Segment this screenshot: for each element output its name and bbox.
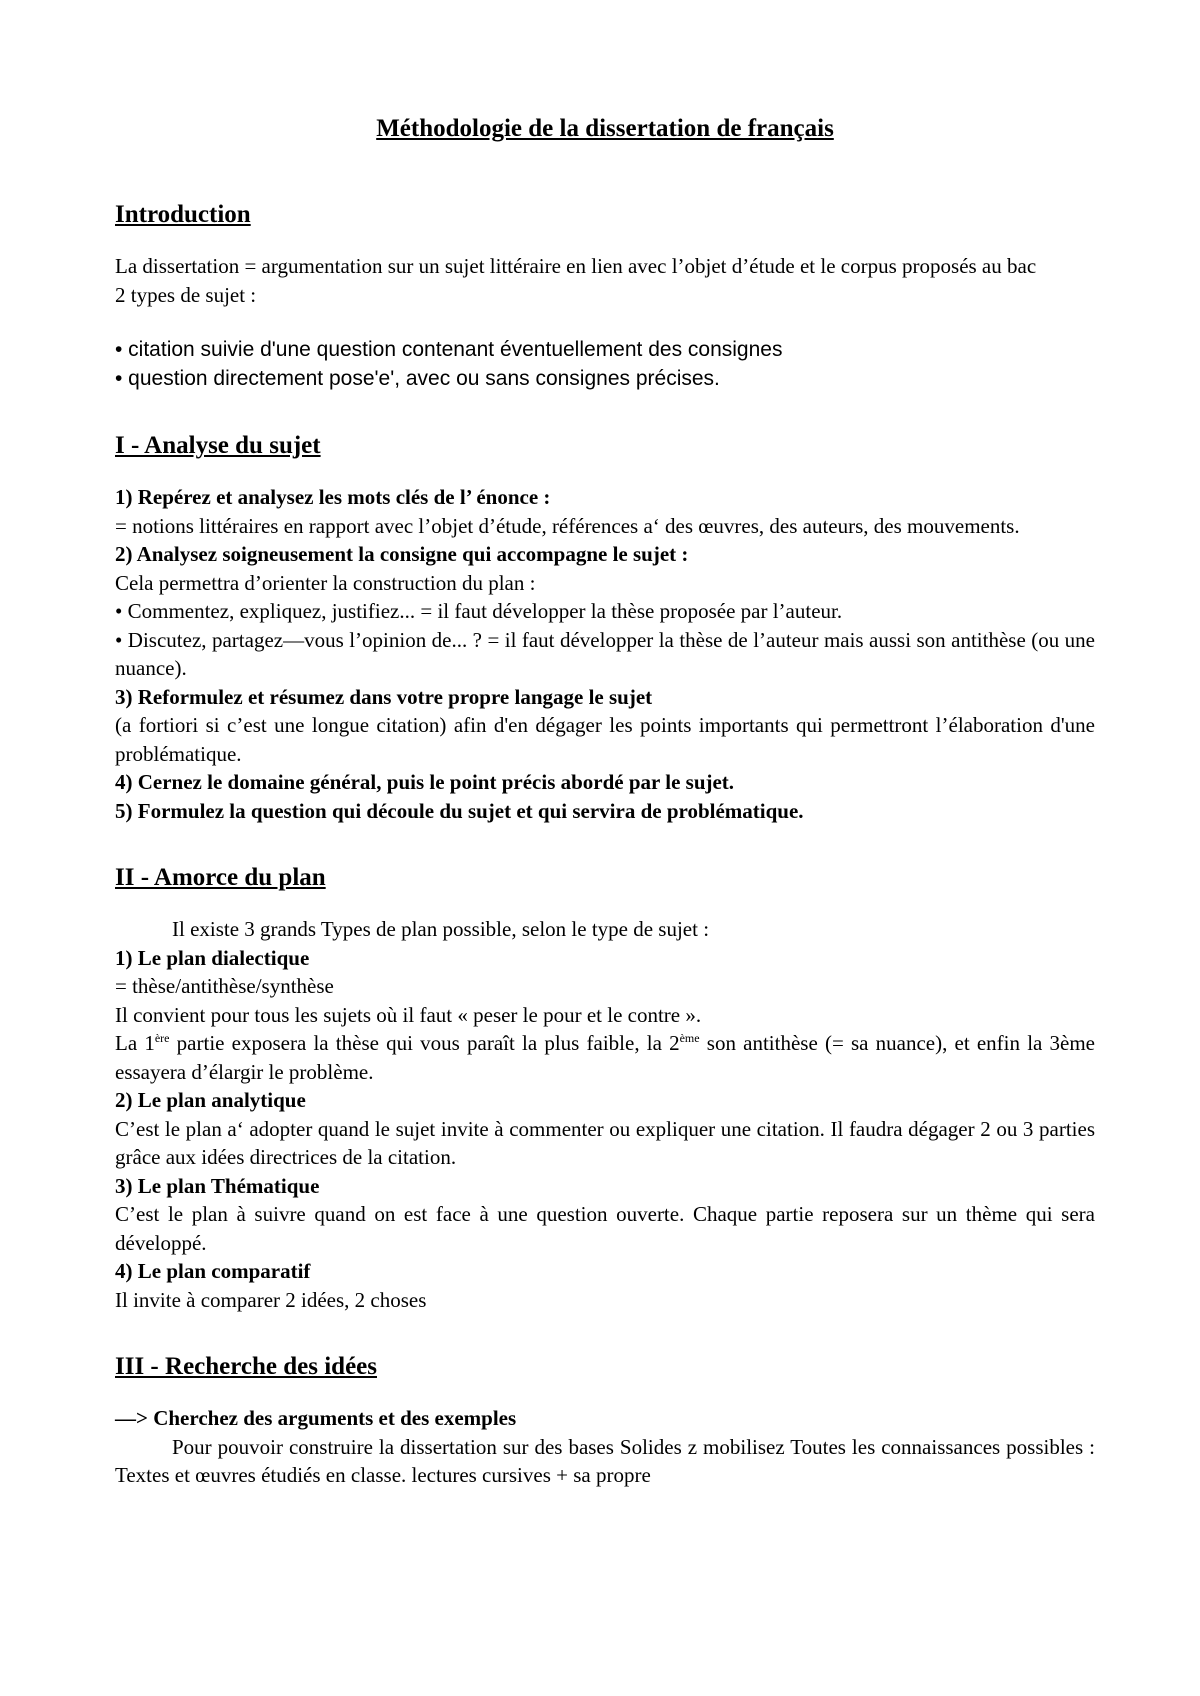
step-3-title: 3) Reformulez et résumez dans votre propre langage le sujet	[115, 684, 653, 709]
section-2-heading: II - Amorce du plan	[115, 864, 326, 891]
step-3-text: (a fortiori si c’est une longue citation) afin d'en dégager les points importants qui permettront l’élaboration d'une problématique.	[115, 713, 1095, 766]
superscript-eme: ème	[679, 1031, 700, 1045]
introduction-heading: Introduction	[115, 201, 251, 228]
introduction-bullet: • citation suivie d'une question contenant éventuellement des consignes	[115, 338, 783, 361]
plan-1-title: 1) Le plan dialectique	[115, 945, 310, 970]
step-1-title: 1) Repérez et analysez les mots clés de l’ énonce :	[115, 485, 551, 509]
section-2-intro: Il existe 3 grands Types de plan possible, selon le type de sujet :	[172, 917, 710, 941]
plan-3-title: 3) Le plan Thématique	[115, 1173, 320, 1198]
step-4-title: 4) Cernez le domaine général, puis le point précis abordé par le sujet.	[115, 770, 735, 794]
step-2-bullet: • Discutez, partagez—vous l’opinion de... ? = il faut développer la thèse de l’auteur mais aussi son antithèse (ou une nuance).	[115, 627, 1095, 680]
plan-1-detail-part: partie exposera la thèse qui vous paraît la plus faible, la 2	[169, 1031, 680, 1055]
introduction-types-label: 2 types de sujet :	[115, 282, 257, 307]
plan-1-detail-part: son antithèse (= sa nuance), et enfin la 3ème essayera d’élargir le problème.	[115, 1031, 1096, 1084]
plan-2-title: 2) Le plan analytique	[115, 1088, 306, 1112]
plan-1-text: Il convient pour tous les sujets où il faut « peser le pour et le contre ».	[115, 1002, 702, 1027]
section-3-subtitle: —> Cherchez des arguments et des exemples	[115, 1406, 517, 1430]
plan-4-text: Il invite à comparer 2 idées, 2 choses	[115, 1287, 427, 1312]
document-title: Méthodologie de la dissertation de français	[376, 115, 834, 142]
step-1-text: = notions littéraires en rapport avec l’objet d’étude, références a‘ des œuvres, des auteurs, des mouvements.	[115, 513, 1020, 538]
plan-1-detail	[115, 1029, 1095, 1086]
step-2-bullet: • Commentez, expliquez, justifiez... = il faut développer la thèse proposée par l’auteur.	[115, 599, 843, 623]
section-3-text: Pour pouvoir construire la dissertation sur des bases Solides z mobilisez Toutes les connaissances possibles : Textes et œuvres étudiés en classe. lectures cursives + sa propre	[115, 1434, 1095, 1487]
section-1-heading: I - Analyse du sujet	[115, 432, 321, 459]
plan-1-formula: = thèse/antithèse/synthèse	[115, 974, 334, 998]
section-3-heading: III - Recherche des idées	[115, 1353, 377, 1380]
document-content	[115, 110, 1095, 1490]
step-2-text: Cela permettra d’orienter la construction du plan :	[115, 570, 536, 595]
step-2-title: 2) Analysez soigneusement la consigne qui accompagne le sujet :	[115, 542, 689, 566]
superscript-ere: ère	[154, 1031, 170, 1045]
plan-1-detail-part: La 1	[115, 1031, 155, 1055]
introduction-bullet: • question directement pose'e', avec ou sans consignes précises.	[115, 367, 720, 390]
step-5-title: 5) Formulez la question qui découle du sujet et qui servira de problématique.	[115, 798, 804, 823]
plan-3-text: C’est le plan à suivre quand on est face à une question ouverte. Chaque partie reposera sur un thème qui sera développé.	[115, 1202, 1095, 1255]
introduction-definition: La dissertation = argumentation sur un sujet littéraire en lien avec l’objet d’étude et le corpus proposés au bac	[115, 254, 1037, 278]
plan-2-text: C’est le plan a‘ adopter quand le sujet invite à commenter ou expliquer une citation. Il faudra dégager 2 ou 3 parties grâce aux idées directrices de la citation.	[115, 1116, 1095, 1169]
plan-4-title: 4) Le plan comparatif	[115, 1259, 311, 1283]
